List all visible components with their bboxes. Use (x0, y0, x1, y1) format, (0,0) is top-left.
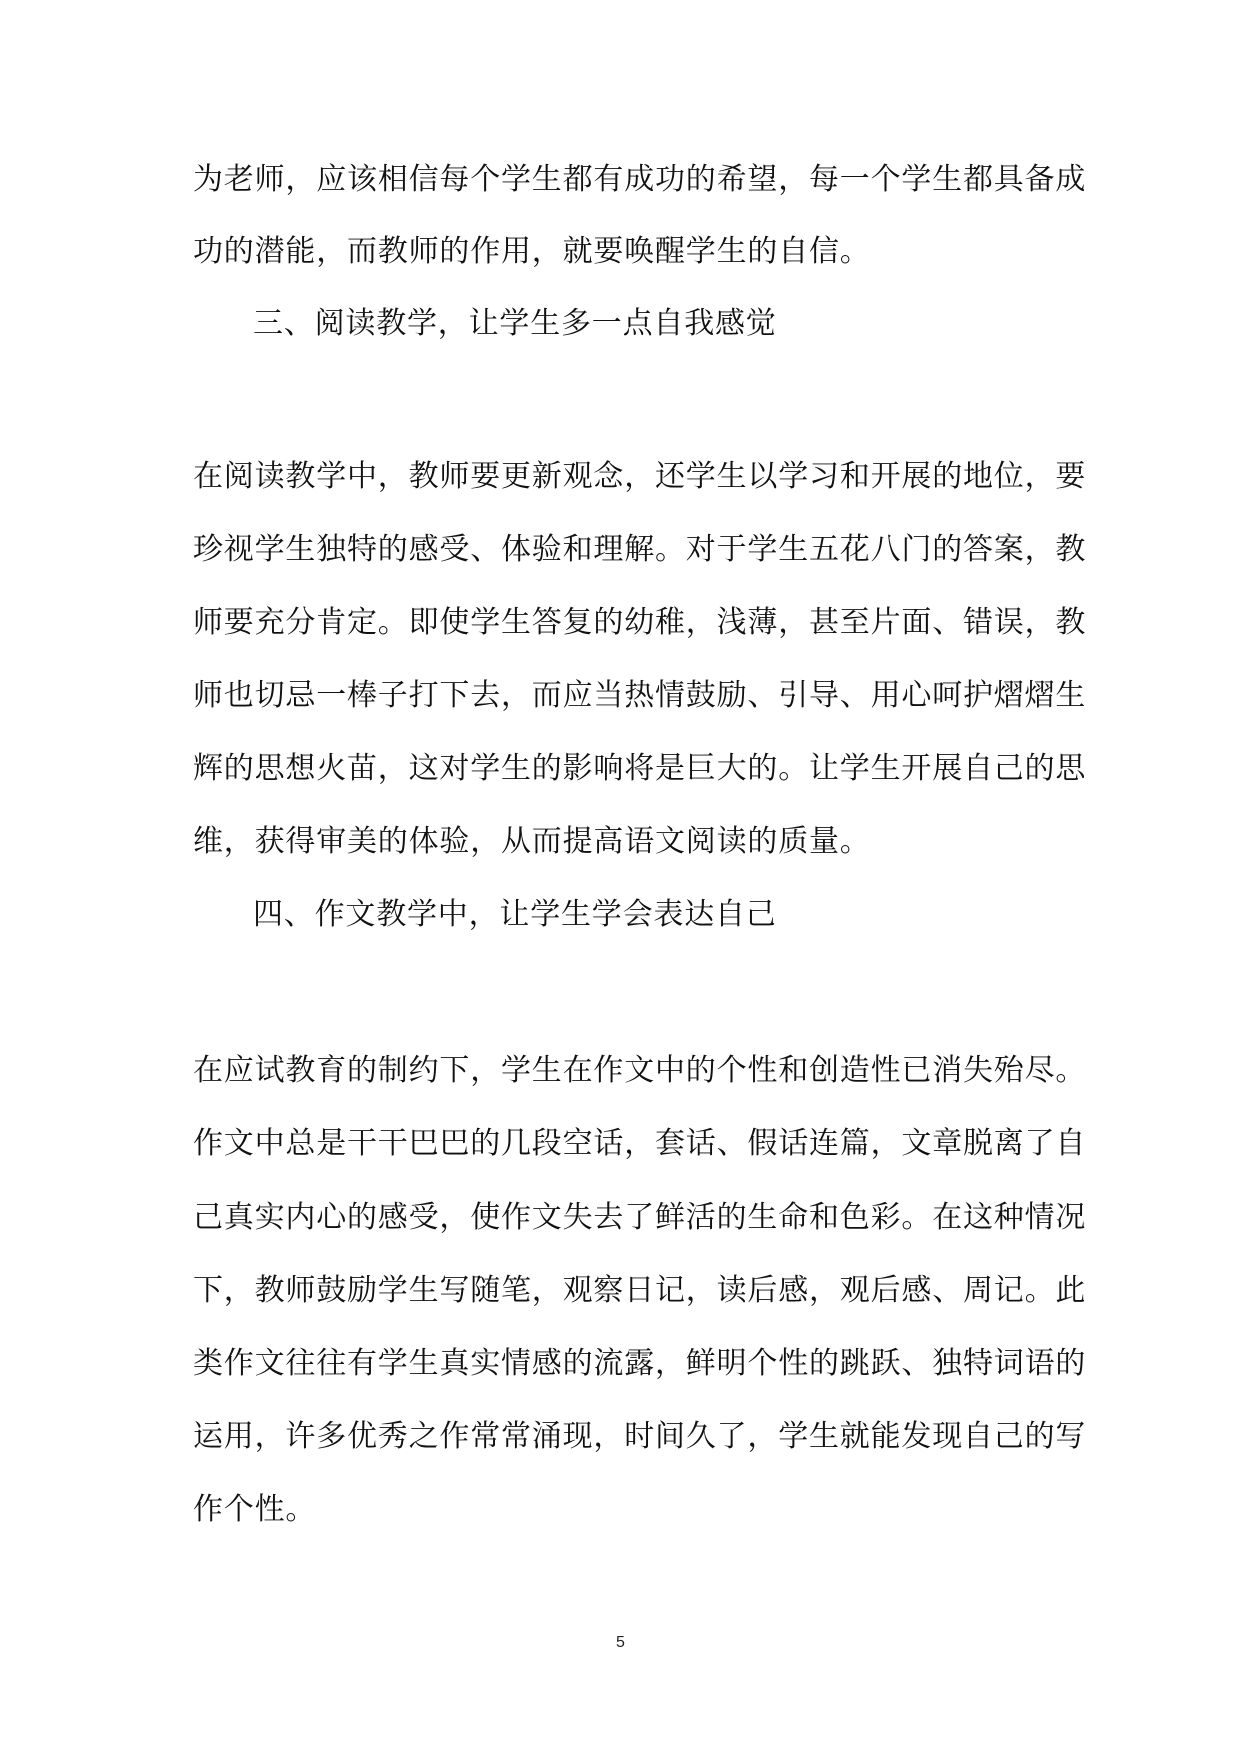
body-line: 在应试教育的制约下，学生在作文中的个性和创造性已消失殆尽。 (193, 1053, 1087, 1088)
body-line: 辉的思想火苗，这对学生的影响将是巨大的。让学生开展自己的思 (193, 751, 1087, 786)
body-line: 维，获得审美的体验，从而提高语文阅读的质量。 (193, 824, 871, 859)
body-line: 师也切忌一棒子打下去，而应当热情鼓励、引导、用心呵护熠熠生 (193, 678, 1087, 713)
section-heading-4: 四、作文教学中，让学生学会表达自己 (253, 897, 777, 932)
body-line: 己真实内心的感受，使作文失去了鲜活的生命和色彩。在这种情况 (193, 1200, 1087, 1235)
body-line: 功的潜能，而教师的作用，就要唤醒学生的自信。 (193, 234, 871, 269)
body-line: 师要充分肯定。即使学生答复的幼稚，浅薄，甚至片面、错误，教 (193, 605, 1087, 640)
body-line: 类作文往往有学生真实情感的流露，鲜明个性的跳跃、独特词语的 (193, 1346, 1087, 1381)
body-line: 作个性。 (193, 1492, 317, 1527)
body-line: 作文中总是干干巴巴的几段空话，套话、假话连篇，文章脱离了自 (193, 1126, 1087, 1161)
body-line: 在阅读教学中，教师要更新观念，还学生以学习和开展的地位，要 (193, 459, 1087, 494)
section-heading-3: 三、阅读教学，让学生多一点自我感觉 (253, 306, 777, 341)
body-line: 珍视学生独特的感受、体验和理解。对于学生五花八门的答案，教 (193, 532, 1087, 567)
page-number: 5 (616, 1634, 625, 1651)
body-line: 运用，许多优秀之作常常涌现，时间久了，学生就能发现自己的写 (193, 1419, 1087, 1454)
body-line: 下，教师鼓励学生写随笔，观察日记，读后感，观后感、周记。此 (193, 1273, 1087, 1308)
body-line: 为老师，应该相信每个学生都有成功的希望，每一个学生都具备成 (193, 162, 1087, 197)
